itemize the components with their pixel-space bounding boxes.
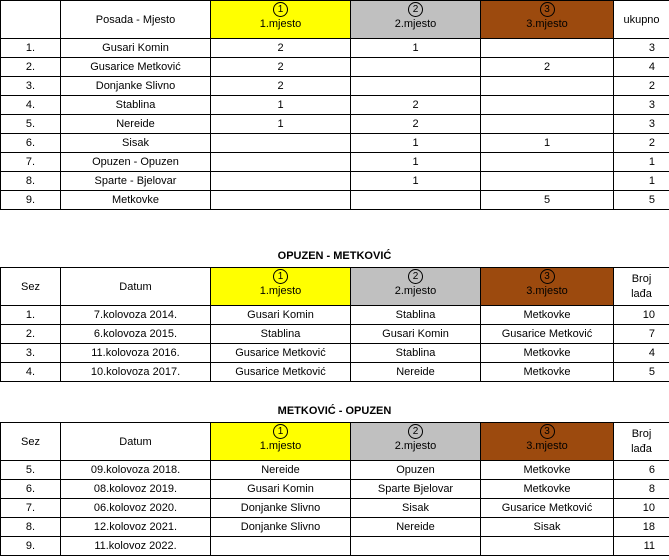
boat-count: 18 <box>614 518 669 537</box>
second-count: 1 <box>351 39 481 58</box>
table-row <box>1 499 669 518</box>
second-count <box>351 77 481 96</box>
race-date: 6.kolovoza 2015. <box>61 325 211 344</box>
third-count <box>481 115 614 134</box>
table-row <box>1 537 669 556</box>
first-count: 2 <box>211 77 351 96</box>
season-number: 3. <box>1 344 61 363</box>
circled-1-icon: 1 <box>273 2 288 17</box>
circled-3-icon: 3 <box>540 2 555 17</box>
results-header-row <box>1 423 669 461</box>
row-number: 2. <box>1 58 61 77</box>
second-count: 1 <box>351 153 481 172</box>
first-count: 1 <box>211 115 351 134</box>
header-total: ukupno <box>614 1 669 39</box>
header-boats <box>614 423 669 461</box>
crew-name: Sisak <box>61 134 211 153</box>
third-place-label: 3.mjesto <box>526 18 568 30</box>
third-place-crew: Metkovke <box>481 306 614 325</box>
section-title-metkovic-opuzen: METKOVIĆ - OPUZEN <box>277 405 392 417</box>
circled-1-icon: 1 <box>273 269 288 284</box>
row-number: 8. <box>1 172 61 191</box>
first-place-label: 1.mjesto <box>259 18 302 30</box>
third-count: 2 <box>481 58 614 77</box>
third-count: 5 <box>481 191 614 210</box>
third-place-crew: Gusarice Metković <box>481 499 614 518</box>
second-count: 2 <box>351 115 481 134</box>
boats-label-line2: lađa <box>631 442 652 455</box>
second-place-crew: Stablina <box>351 344 481 363</box>
table-row <box>1 115 669 134</box>
table-row <box>1 39 669 58</box>
total-count: 1 <box>614 153 669 172</box>
table-row <box>1 344 669 363</box>
first-place-crew: Donjanke Slivno <box>211 518 351 537</box>
second-count: 2 <box>351 96 481 115</box>
third-count <box>481 172 614 191</box>
second-count: 1 <box>351 172 481 191</box>
row-number: 5. <box>1 115 61 134</box>
third-place-crew: Gusarice Metković <box>481 325 614 344</box>
race-date: 06.kolovoz 2020. <box>61 499 211 518</box>
second-place-label: 2.mjesto <box>394 18 437 30</box>
boats-label-line1: Broj <box>631 427 652 440</box>
second-place-crew: Nereide <box>351 363 481 382</box>
first-place-crew: Stablina <box>211 325 351 344</box>
boat-count: 5 <box>614 363 669 382</box>
race-date: 12.kolovoz 2021. <box>61 518 211 537</box>
row-number: 1. <box>1 39 61 58</box>
total-count: 5 <box>614 191 669 210</box>
circled-2-icon: 2 <box>408 424 423 439</box>
race-date: 11.kolovoza 2016. <box>61 344 211 363</box>
header-second-place <box>351 1 481 39</box>
third-count: 1 <box>481 134 614 153</box>
table-row <box>1 325 669 344</box>
crew-name: Metkovke <box>61 191 211 210</box>
header-third-place <box>481 1 614 39</box>
crew-name: Stablina <box>61 96 211 115</box>
third-place-crew <box>481 537 614 556</box>
first-place-crew: Gusarice Metković <box>211 363 351 382</box>
table-row <box>1 191 669 210</box>
race-date: 7.kolovoza 2014. <box>61 306 211 325</box>
ranking-header-row <box>1 1 669 39</box>
header-second-place <box>351 423 481 461</box>
crew-name: Gusarice Metković <box>61 58 211 77</box>
season-number: 5. <box>1 461 61 480</box>
third-place-crew: Metkovke <box>481 461 614 480</box>
table-row <box>1 518 669 537</box>
boat-count: 8 <box>614 480 669 499</box>
first-count <box>211 172 351 191</box>
season-number: 6. <box>1 480 61 499</box>
first-place-crew: Donjanke Slivno <box>211 499 351 518</box>
season-number: 8. <box>1 518 61 537</box>
third-place-crew: Sisak <box>481 518 614 537</box>
header-first-place <box>211 268 351 306</box>
total-count: 1 <box>614 172 669 191</box>
crew-name: Donjanke Slivno <box>61 77 211 96</box>
race-date: 10.kolovoza 2017. <box>61 363 211 382</box>
total-count: 3 <box>614 96 669 115</box>
header-season: Sez <box>1 268 61 306</box>
race-date: 11.kolovoz 2022. <box>61 537 211 556</box>
results-table-metkovic-opuzen <box>0 422 669 556</box>
header-first-place <box>211 1 351 39</box>
third-count <box>481 153 614 172</box>
header-second-place <box>351 268 481 306</box>
first-place-crew: Gusari Komin <box>211 480 351 499</box>
header-first-place <box>211 423 351 461</box>
table-row <box>1 134 669 153</box>
boat-count: 7 <box>614 325 669 344</box>
season-number: 2. <box>1 325 61 344</box>
total-count: 3 <box>614 115 669 134</box>
circled-3-icon: 3 <box>540 269 555 284</box>
first-place-crew: Gusarice Metković <box>211 344 351 363</box>
row-number: 7. <box>1 153 61 172</box>
boats-label-line1: Broj <box>631 272 652 285</box>
first-count: 2 <box>211 39 351 58</box>
first-place-crew: Nereide <box>211 461 351 480</box>
third-count <box>481 96 614 115</box>
third-place-label: 3.mjesto <box>526 285 568 297</box>
table-row <box>1 461 669 480</box>
header-date: Datum <box>61 423 211 461</box>
boat-count: 10 <box>614 306 669 325</box>
second-place-crew: Gusari Komin <box>351 325 481 344</box>
third-place-crew: Metkovke <box>481 480 614 499</box>
ranking-table <box>0 0 669 210</box>
row-number: 9. <box>1 191 61 210</box>
crew-name: Sparte - Bjelovar <box>61 172 211 191</box>
first-count <box>211 191 351 210</box>
header-third-place <box>481 423 614 461</box>
circled-3-icon: 3 <box>540 424 555 439</box>
table-row <box>1 172 669 191</box>
header-third-place <box>481 268 614 306</box>
circled-2-icon: 2 <box>408 269 423 284</box>
results-header-row <box>1 268 669 306</box>
season-number: 1. <box>1 306 61 325</box>
boat-count: 10 <box>614 499 669 518</box>
first-count: 1 <box>211 96 351 115</box>
table-row <box>1 96 669 115</box>
boat-count: 11 <box>614 537 669 556</box>
first-place-label: 1.mjesto <box>259 285 302 297</box>
table-row <box>1 153 669 172</box>
second-place-crew: Nereide <box>351 518 481 537</box>
crew-name: Gusari Komin <box>61 39 211 58</box>
second-place-label: 2.mjesto <box>394 285 437 297</box>
second-place-crew: Opuzen <box>351 461 481 480</box>
first-place-label: 1.mjesto <box>259 440 302 452</box>
third-place-label: 3.mjesto <box>526 440 568 452</box>
header-number <box>1 1 61 39</box>
second-place-crew <box>351 537 481 556</box>
second-count: 1 <box>351 134 481 153</box>
season-number: 7. <box>1 499 61 518</box>
header-date: Datum <box>61 268 211 306</box>
third-place-crew: Metkovke <box>481 344 614 363</box>
season-number: 4. <box>1 363 61 382</box>
first-place-crew <box>211 537 351 556</box>
race-date: 08.kolovoz 2019. <box>61 480 211 499</box>
boats-label-line2: lađa <box>631 287 652 300</box>
crew-name: Nereide <box>61 115 211 134</box>
table-row <box>1 58 669 77</box>
first-count <box>211 153 351 172</box>
header-posada: Posada - Mjesto <box>61 1 211 39</box>
table-row <box>1 77 669 96</box>
results-table-opuzen-metkovic <box>0 267 669 382</box>
second-place-crew: Sparte Bjelovar <box>351 480 481 499</box>
first-count: 2 <box>211 58 351 77</box>
boat-count: 4 <box>614 344 669 363</box>
header-season: Sez <box>1 423 61 461</box>
third-count <box>481 77 614 96</box>
header-boats <box>614 268 669 306</box>
race-date: 09.kolovoza 2018. <box>61 461 211 480</box>
total-count: 2 <box>614 77 669 96</box>
second-count <box>351 191 481 210</box>
second-place-crew: Sisak <box>351 499 481 518</box>
season-number: 9. <box>1 537 61 556</box>
crew-name: Opuzen - Opuzen <box>61 153 211 172</box>
total-count: 4 <box>614 58 669 77</box>
third-place-crew: Metkovke <box>481 363 614 382</box>
total-count: 3 <box>614 39 669 58</box>
third-count <box>481 39 614 58</box>
second-count <box>351 58 481 77</box>
first-count <box>211 134 351 153</box>
row-number: 4. <box>1 96 61 115</box>
table-row <box>1 480 669 499</box>
second-place-label: 2.mjesto <box>394 440 437 452</box>
circled-2-icon: 2 <box>408 2 423 17</box>
row-number: 6. <box>1 134 61 153</box>
row-number: 3. <box>1 77 61 96</box>
table-row <box>1 306 669 325</box>
total-count: 2 <box>614 134 669 153</box>
second-place-crew: Stablina <box>351 306 481 325</box>
table-row <box>1 363 669 382</box>
section-title-opuzen-metkovic: OPUZEN - METKOVIĆ <box>277 250 392 262</box>
circled-1-icon: 1 <box>273 424 288 439</box>
boat-count: 6 <box>614 461 669 480</box>
first-place-crew: Gusari Komin <box>211 306 351 325</box>
